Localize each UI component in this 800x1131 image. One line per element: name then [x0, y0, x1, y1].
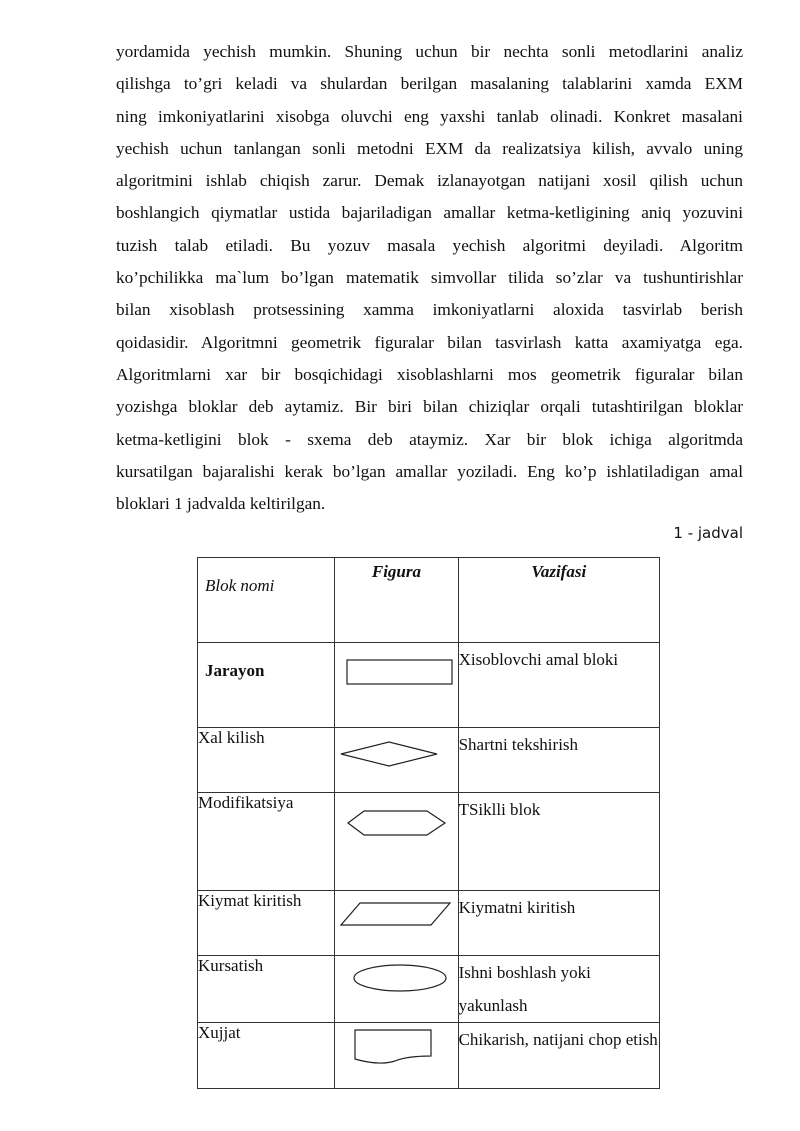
hexagon-shape [335, 793, 458, 891]
paragraph-line: yechish uchun tanlangan sonli metodni EXM da realizatsiya kilish, avvalo uning [116, 138, 743, 158]
paragraph-line: yordamida yechish mumkin. Shuning uchun bir nechta sonli metodlarini analiz [116, 42, 743, 61]
diamond-shape [335, 728, 458, 793]
parallelogram-icon [335, 891, 458, 956]
block-purpose: Shartni tekshirish [458, 728, 659, 793]
table-row [198, 891, 660, 956]
block-purpose: Kiymatni kiritish [458, 891, 659, 956]
table-caption: 1 - jadval [673, 524, 743, 542]
hexagon-icon [335, 793, 458, 891]
paragraph-line: tuzish talab etiladi. Bu yozuv masala yechish algoritmi deyiladi. Algoritm [116, 235, 743, 255]
rectangle-shape [335, 643, 458, 728]
document-shape [335, 1023, 458, 1089]
block-name: Kiymat kiritish [198, 891, 335, 956]
block-purpose: Xisoblovchi amal bloki [458, 643, 659, 728]
table-row [198, 793, 660, 891]
header-purpose: Vazifasi [458, 558, 659, 643]
block-purpose: Chikarish, natijani chop etish [458, 1023, 659, 1089]
table-row [198, 643, 660, 728]
diamond-icon [335, 728, 458, 793]
paragraph-line: qilishga to’gri keladi va shulardan berilgan masalaning talablarini xamda EXM [116, 74, 743, 94]
body-paragraph [116, 36, 743, 520]
paragraph-line: ketma-ketligini blok - sxema deb ataymiz. Xar bir blok ichiga algoritmda [116, 429, 743, 449]
block-name: Xujjat [198, 1023, 335, 1089]
flowchart-blocks-table [197, 557, 660, 1089]
block-name: Xal kilish [198, 728, 335, 793]
document-icon [335, 1023, 458, 1089]
table-row [198, 1023, 660, 1089]
table-header-row [198, 558, 660, 643]
paragraph-line: bilan xisoblash protsessining xamma imkoniyatlarni aloxida tasvirlab berish [116, 300, 743, 320]
header-block-name: Blok nomi [198, 558, 335, 643]
paragraph-line: algoritmini ishlab chiqish zarur. Demak izlanayotgan natijani xosil qilish uchun [116, 171, 743, 191]
paragraph-line: boshlangich qiymatlar ustida bajariladigan amallar ketma-ketligining aniq yozuvini [116, 203, 743, 223]
paragraph-line: Algoritmlarni xar bir bosqichidagi xisoblashlarni mos geometrik figuralar bilan [116, 364, 743, 384]
paragraph-line: kursatilgan bajaralishi kerak bo’lgan amallar yoziladi. Eng ko’p ishlatiladigan amal [116, 461, 743, 481]
header-figure: Figura [335, 558, 458, 643]
rectangle-icon [335, 643, 458, 728]
block-name: Jarayon [198, 643, 335, 728]
paragraph-line: ning imkoniyatlarini xisobga oluvchi eng yaxshi tanlab olinadi. Konkret masalani [116, 106, 743, 126]
block-purpose: TSiklli blok [458, 793, 659, 891]
ellipse-shape [335, 956, 458, 1023]
ellipse-icon [335, 956, 458, 1020]
table-row [198, 728, 660, 793]
paragraph-line: yozishga bloklar deb aytamiz. Bir biri bilan chiziqlar orqali tutashtirilgan bloklar [116, 397, 743, 417]
paragraph-line: ko’pchilikka ma`lum bo’lgan matematik simvollar tilida so’zlar va tushuntirishlar [116, 268, 743, 288]
table-row [198, 956, 660, 1023]
block-name: Modifikatsiya [198, 793, 335, 891]
paragraph-line: bloklari 1 jadvalda keltirilgan. [116, 494, 326, 514]
paragraph-line: qoidasidir. Algoritmni geometrik figuralar bilan tasvirlash katta axamiyatga ega. [116, 332, 743, 352]
parallelogram-shape [335, 891, 458, 956]
block-name: Kursatish [198, 956, 335, 1023]
block-purpose: Ishni boshlash yoki yakunlash [458, 956, 659, 1023]
